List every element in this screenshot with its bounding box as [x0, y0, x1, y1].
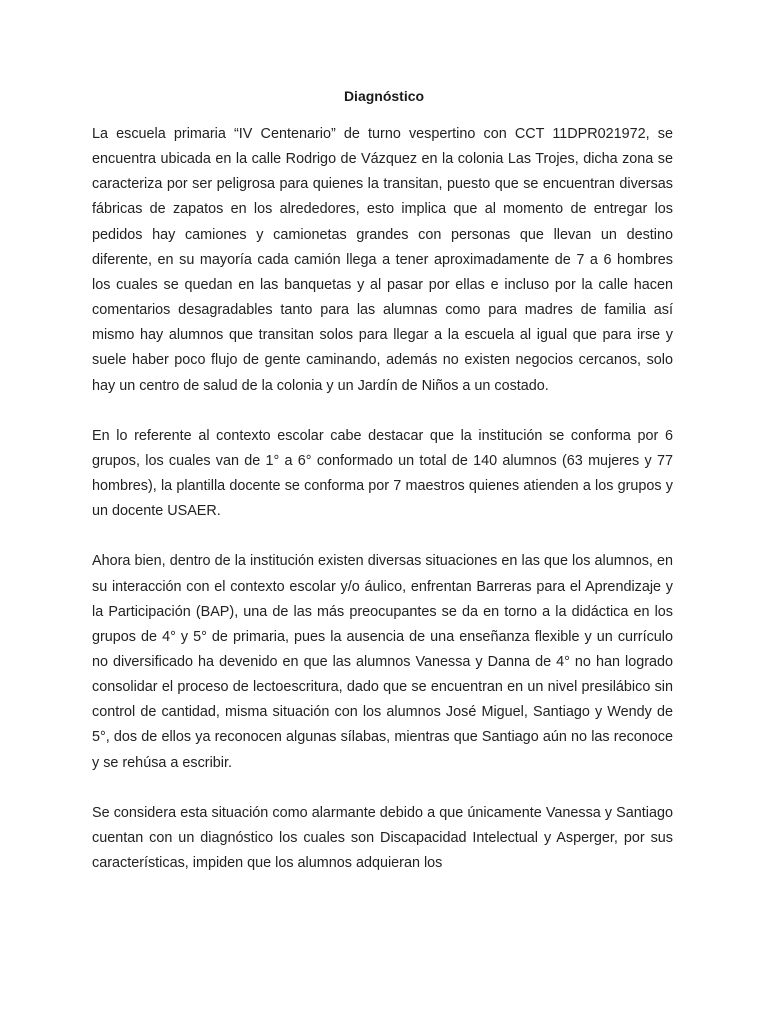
paragraph-learning-barriers: Ahora bien, dentro de la institución existen diversas situaciones en las que los alumnos, en su interacción con el contexto escolar y/o áulico, enfrentan Barreras para el Aprendizaje y la Participación (BAP), una de las más preocupantes se da en torno a la didáctica en los grupos de 4° y 5° de primaria, pues la ausencia de una enseñanza flexible y un currículo no diversificado ha devenido en que las alumnos Vanessa y Danna de 4° no han logrado consolidar el proceso de lectoescritura, dado que se encuentran en un nivel presilábico sin control de cantidad, misma situación con los alumnos José Miguel, Santiago y Wendy de 5°, dos de ellos ya reconocen algunas sílabas, mientras que Santiago aún no las reconoce y se rehúsa a escribir. — [92, 553, 673, 771]
paragraph-school-context: En lo referente al contexto escolar cabe destacar que la institución se conforma por 6 grupos, los cuales van de 1° a 6° conformado un total de 140 alumnos (63 mujeres y 77 hombres), la plantilla docente se conforma por 7 maestros quienes atienden a los grupos y un docente USAER. — [92, 427, 673, 520]
document-body — [92, 122, 673, 876]
document-title: Diagnóstico — [343, 88, 425, 104]
paragraph-school-location: La escuela primaria “IV Centenario” de turno vespertino con CCT 11DPR021972, se encuentra ubicada en la calle Rodrigo de Vázquez en la colonia Las Trojes, dicha zona se caracteriza por ser peligrosa para quienes la transitan, puesto que se encuentran diversas fábricas de zapatos en los alrededores, esto implica que al momento de entregar los pedidos hay camiones y camionetas grandes con personas que llevan un destino diferente, en su mayoría cada camión llega a tener aproximadamente de 7 a 6 hombres los cuales se quedan en las banquetas y al pasar por ellas e incluso por la calle hacen comentarios desagradables tanto para las alumnas como para madres de familia así mismo hay alumnos que transitan solos para llegar a la escuela al igual que para irse y suele haber poco flujo de gente caminando, además no existen negocios cercanos, solo hay un centro de salud de la colonia y un Jardín de Niños a un costado. — [92, 126, 673, 394]
paragraph-diagnosis: Se considera esta situación como alarmante debido a que únicamente Vanessa y Santiago cuentan con un diagnóstico los cuales son Discapacidad Intelectual y Asperger, por sus características, impiden que los alumnos adquieran los — [92, 804, 673, 872]
